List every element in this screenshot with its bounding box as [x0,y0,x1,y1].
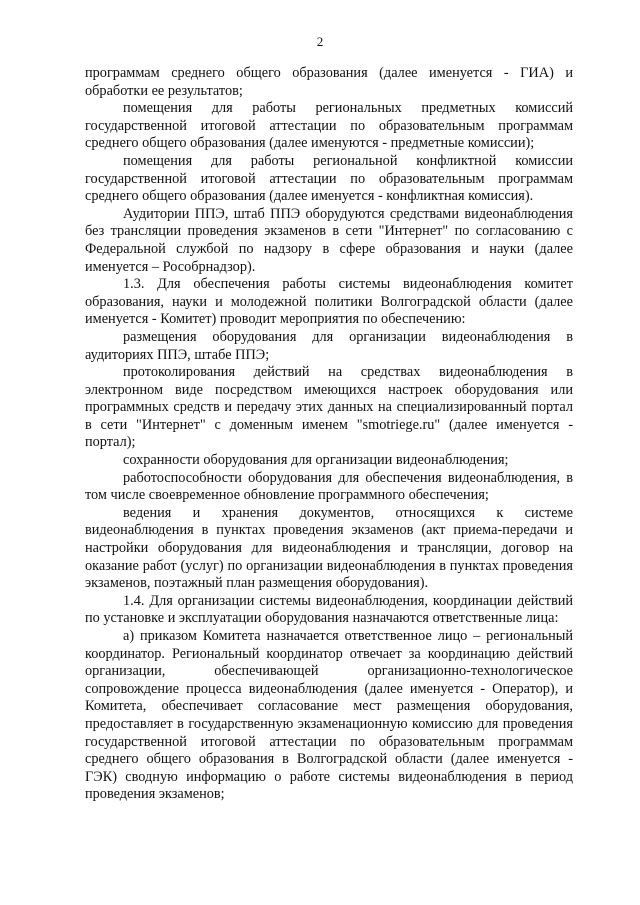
paragraph-section-1-3: 1.3. Для обеспечения работы системы видеонаблюдения комитет образования, науки и молодежной политики Волгоградской области (далее именуется - Комитет) проводит мероприятия по обеспечению: [85,276,573,328]
paragraph-section-1-4: 1.4. Для организации системы видеонаблюдения, координации действий по установке и эксплуатации оборудования назначаются ответственные лица: [85,592,573,627]
paragraph-subject-commissions: помещения для работы региональных предметных комиссий государственной итоговой аттестации по образовательным программам среднего общего образования (далее именуются - предметные комиссии); [85,100,573,152]
paragraph-auditoriums-equipment: Аудитории ППЭ, штаб ППЭ оборудуются средствами видеонаблюдения без трансляции проведения экзаменов в сети "Интернет" по согласованию с Федеральной службой по надзору в сфере образования и науки (далее именуется – Рособрнадзор). [85,205,573,275]
paragraph-regional-coordinator: а) приказом Комитета назначается ответственное лицо – региональный координатор. Региональный координатор отвечает за координацию действий организации, обеспечивающей организационно-технологическое сопровождение процесса видеонаблюдения (далее именуется - Оператор), и Комитета, обеспечивает согласование мест размещения оборудования, предоставляет в государственную экзаменационную комиссию для проведения государственной итоговой аттестации по образовательным программам среднего общего образования в Волгоградской области (далее именуется - ГЭК) сводную информацию о работе системы видеонаблюдения в период проведения экзаменов; [85,628,573,803]
page-number: 2 [316,34,324,49]
paragraph-equipment-operability: работоспособности оборудования для обеспечения видеонаблюдения, в том числе своевременное обновление программного обеспечения; [85,469,573,504]
paragraph-gia-continuation: программам среднего общего образования (далее именуется - ГИА) и обработки ее результатов; [85,65,573,99]
paragraph-document-keeping: ведения и хранения документов, относящихся к системе видеонаблюдения в пунктах проведения экзаменов (акт приема-передачи и настройки оборудования для видеонаблюдения и трансляции, договор на оказание работ (услуг) по организации видеонаблюдения в пунктах проведения экзаменов, поэтажный план размещения оборудования). [85,504,573,592]
paragraph-conflict-commission: помещения для работы региональной конфликтной комиссии государственной итоговой аттестации по образовательным программам среднего общего образования (далее именуется - конфликтная комиссия). [85,152,573,205]
document-body [85,65,573,804]
paragraph-equipment-placement: размещения оборудования для организации видеонаблюдения в аудиториях ППЭ, штабе ППЭ; [85,328,573,363]
paragraph-action-logging: протоколирования действий на средствах видеонаблюдения в электронном виде посредством имеющихся настроек оборудования или программных средств и передачу этих данных на специализированный портал в сети "Интернет" с доменным именем "smotriege.ru" (далее именуется - портал); [85,364,573,451]
paragraph-equipment-safety: сохранности оборудования для организации видеонаблюдения; [123,452,509,469]
